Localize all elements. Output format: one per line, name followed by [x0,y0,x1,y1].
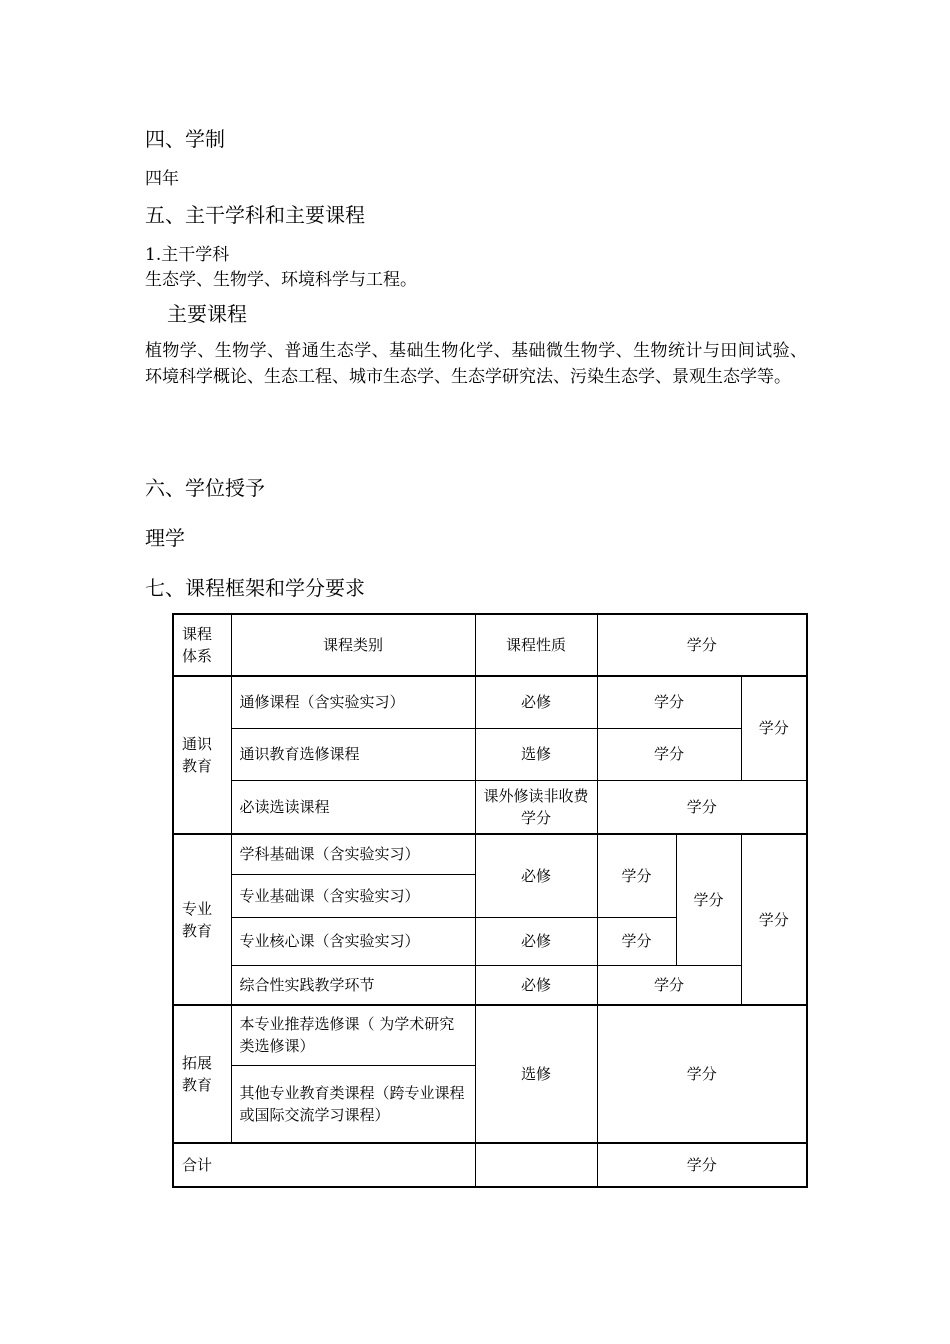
total-nature [475,1143,597,1187]
row-category: 学科基础课（含实验实习） [231,834,475,874]
row-credit: 学分 [597,1005,807,1143]
row-nature: 选修 [475,728,597,780]
group-major: 专业教育 [173,834,231,1005]
row-category: 专业基础课（含实验实习） [231,874,475,917]
major-subtotal: 学分 [676,834,741,965]
total-label: 合计 [173,1143,475,1187]
section-7-heading: 七、课程框架和学分要求 [145,576,365,600]
row-nature: 必修 [475,917,597,965]
row-category: 通修课程（含实验实习） [231,676,475,728]
row-credit: 学分 [597,780,807,834]
row-nature: 选修 [475,1005,597,1143]
row-nature: 必修 [475,834,597,917]
section-6-heading: 六、学位授予 [145,476,265,500]
section-5-sub1-title: 1.主干学科 [145,245,230,265]
major-total: 学分 [741,834,807,1005]
header-credit: 学分 [597,614,807,676]
section-5-sub2-title: 主要课程 [167,302,247,326]
row-nature: 必修 [475,965,597,1005]
general-subtotal: 学分 [741,676,807,780]
group-general: 通识教育 [173,676,231,834]
row-category: 通识教育选修课程 [231,728,475,780]
section-5-sub2-content: 植物学、生物学、普通生态学、基础生物化学、基础微生物学、生物统计与田间试验、环境科学概论、生态工程、城市生态学、生态学研究法、污染生态学、景观生态学等。 [145,341,807,387]
credit-table [172,613,808,1188]
section-6-content: 理学 [145,526,185,550]
section-4-content: 四年 [145,169,179,189]
row-category: 综合性实践教学环节 [231,965,475,1005]
row-nature: 必修 [475,676,597,728]
section-5-heading: 五、主干学科和主要课程 [145,203,365,227]
header-nature: 课程性质 [475,614,597,676]
row-category: 其他专业教育类课程（跨专业课程或国际交流学习课程） [231,1065,475,1143]
total-credit: 学分 [597,1143,807,1187]
row-category: 专业核心课（含实验实习） [231,917,475,965]
row-category: 必读选读课程 [231,780,475,834]
section-5-sub1-content: 生态学、生物学、环境科学与工程。 [145,270,417,290]
row-nature: 课外修读非收费学分 [475,780,597,834]
header-system: 课程体系 [173,614,231,676]
row-credit: 学分 [597,965,741,1005]
group-extend: 拓展教育 [173,1005,231,1143]
row-category: 本专业推荐选修课（ 为学术研究类选修课） [231,1005,475,1065]
header-category: 课程类别 [231,614,475,676]
section-4-heading: 四、学制 [145,127,225,151]
row-credit: 学分 [597,728,741,780]
row-credit: 学分 [597,834,676,917]
row-credit: 学分 [597,676,741,728]
row-credit: 学分 [597,917,676,965]
